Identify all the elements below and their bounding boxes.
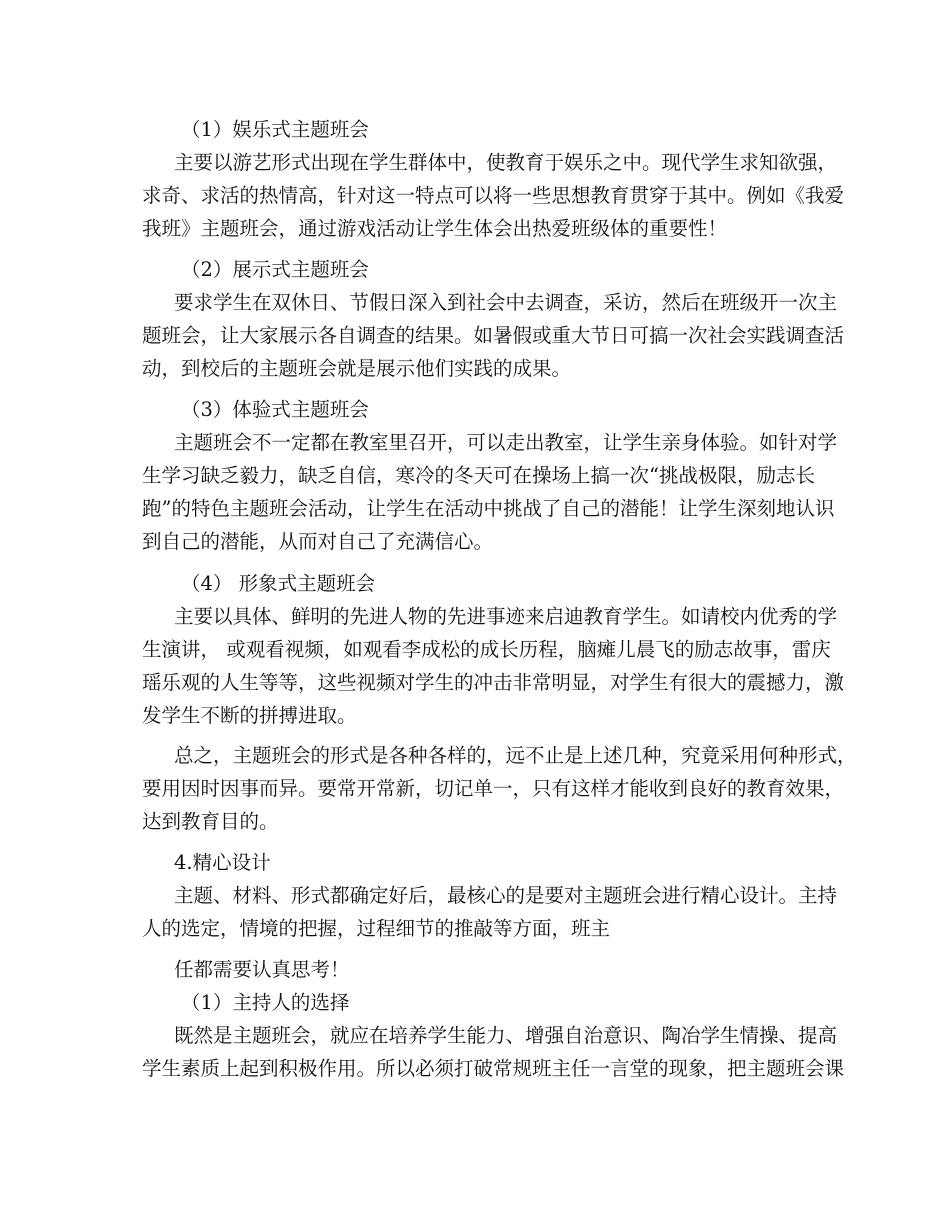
paragraph-line: 跑”的特色主题班会活动，让学生在活动中挑战了自己的潜能！让学生深刻地认识 (142, 497, 835, 520)
paragraph-line: 生演讲， 或观看视频，如观看李成松的成长历程，脑瘫儿晨飞的励志故事，雷庆 (142, 638, 831, 661)
paragraph-line: 既然是主题班会，就应在培养学生能力、增强自治意识、陶冶学生情操、提高 (174, 1024, 838, 1047)
paragraph-line: 学生素质上起到积极作用。所以必须打破常规班主任一言堂的现象，把主题班会课 (142, 1057, 845, 1080)
paragraph-line: 达到教育目的。 (142, 810, 279, 833)
heading-entertainment-meeting: （1）娱乐式主题班会 (181, 118, 369, 141)
paragraph-line: 动，到校后的主题班会就是展示他们实践的成果。 (142, 357, 572, 380)
heading-experience-meeting: （3）体验式主题班会 (181, 398, 369, 421)
paragraph-line: 主要以游艺形式出现在学生群体中，使教育于娱乐之中。现代学生求知欲强， (174, 151, 838, 174)
paragraph-line: 主题班会不一定都在教室里召开，可以走出教室，让学生亲身体验。如针对学 (174, 431, 838, 454)
paragraph-line: 发学生不断的拼搏进取。 (142, 704, 357, 727)
paragraph-line: 到自己的潜能，从而对自己了充满信心。 (142, 530, 494, 553)
heading-display-meeting: （2）展示式主题班会 (181, 258, 369, 281)
heading-host-selection: （1）主持人的选择 (181, 991, 350, 1014)
paragraph-line: 瑶乐观的人生等等，这些视频对学生的冲击非常明显，对学生有很大的震撼力，激 (142, 671, 845, 694)
paragraph-line: 任都需要认真思考！ (174, 958, 350, 981)
paragraph-line: 生学习缺乏毅力，缺乏自信，寒冷的冬天可在操场上搞一次“挑战极限，励志长 (142, 464, 815, 487)
paragraph-line: 主要以具体、鲜明的先进人物的先进事迹来启迪教育学生。如请校内优秀的学 (174, 605, 838, 628)
paragraph-line: 求奇、求活的热情高，针对这一特点可以将一些思想教育贯穿于其中。例如《我爱 (142, 184, 845, 207)
paragraph-line: 我班》主题班会，通过游戏活动让学生体会出热爱班级体的重要性！ (142, 217, 728, 240)
paragraph-line: 总之，主题班会的形式是各种各样的，远不止是上述几种，究竟采用何种形式， (174, 744, 857, 767)
paragraph-line: 要用因时因事而异。要常开常新，切记单一，只有这样才能收到良好的教育效果， (142, 777, 845, 800)
paragraph-line: 人的选定，情境的把握，过程细节的推敲等方面，班主 (142, 917, 611, 940)
heading-image-meeting: （4） 形象式主题班会 (181, 572, 376, 595)
paragraph-line: 题班会，让大家展示各自调查的结果。如暑假或重大节日可搞一次社会实践调查活 (142, 324, 845, 347)
paragraph-line: 主题、材料、形式都确定好后，最核心的是要对主题班会进行精心设计。主持 (174, 884, 838, 907)
paragraph-line: 要求学生在双休日、节假日深入到社会中去调查，采访，然后在班级开一次主 (174, 291, 838, 314)
heading-careful-design: 4.精心设计 (174, 851, 271, 874)
